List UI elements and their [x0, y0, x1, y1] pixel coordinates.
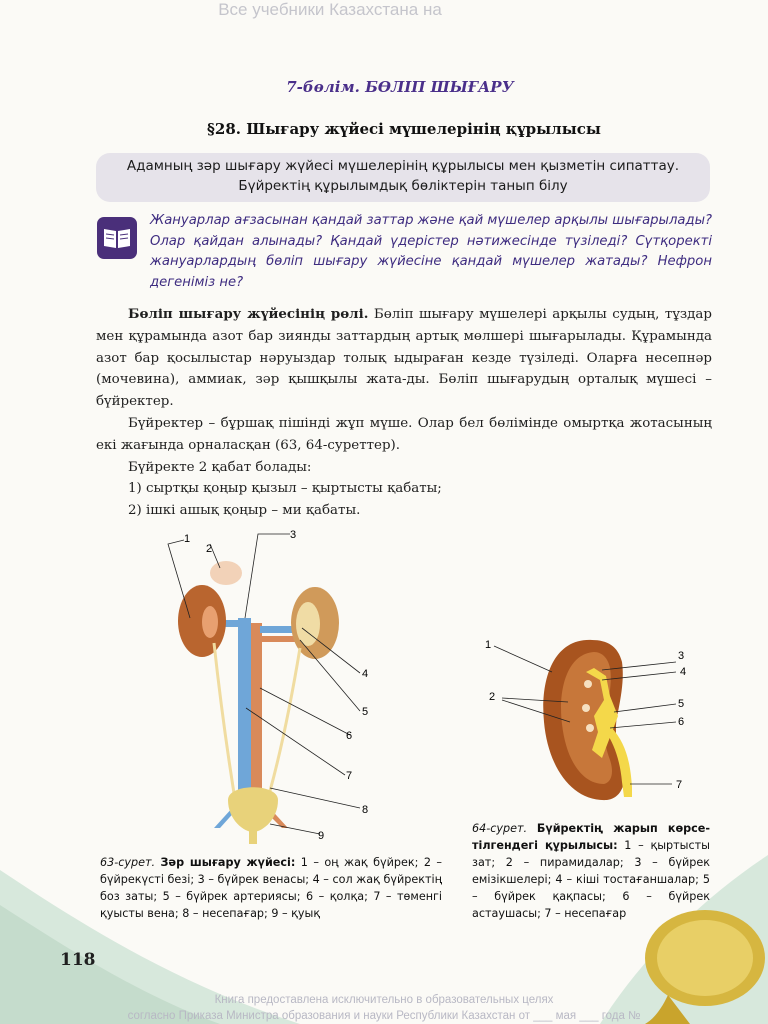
fig64-label: 1	[485, 639, 492, 651]
caption-figure-63: 63-сурет. Зәр шығару жүйесі: 1 – оң жақ бүйрек; 2 – бүйрекүсті безі; 3 – бүйрек венасы; 4 – сол жақ бүйректің боз заты; 5 – бүйрек артериясы; 6 – қолқа; 7 – төменгі қуысты вена; 8 – несепағар; 9 – қуық	[100, 856, 442, 920]
fig64-label: 2	[489, 691, 496, 703]
watermark-top: Все учебники Казахстана на	[218, 0, 442, 19]
book-icon	[97, 217, 137, 259]
objective-line: Адамның зәр шығару жүйесі мүшелерінің құрылысы мен қызметін сипаттау.	[126, 158, 680, 174]
fig63-label: 4	[362, 668, 369, 680]
section-title: 7-бөлім. БӨЛІП ШЫҒАРУ	[286, 78, 514, 96]
role-heading: Бөліп шығару жүйесінің рөлі.	[128, 306, 369, 322]
body-text	[96, 304, 712, 522]
paragraph-title: §28. Шығару жүйесі мүшелерінің құрылысы	[207, 120, 601, 138]
fig64-label: 3	[678, 650, 685, 662]
fig63-label: 2	[206, 543, 213, 555]
figure-64-kidney-section	[482, 632, 712, 812]
objective-line: Бүйректің құрылымдық бөліктерін танып білу	[238, 178, 568, 194]
fig64-label: 7	[676, 779, 683, 791]
fig63-label: 9	[318, 830, 325, 842]
questions-text: Жануарлар ағзасынан қандай заттар және қай мүшелер арқылы шығарылады? Олар қайдан алынады? Қандай үдерістер нәтижесінде түзіледі? Сүтқоректі жануарлардың бөліп шығару жүйесіне қандай мүшелер жатады? Нефрон дегеніміз не?	[150, 213, 713, 290]
objectives-box	[96, 153, 710, 202]
fig64-label: 5	[678, 698, 685, 710]
list-item: 2) ішкі ашық қоңыр – ми қабаты.	[128, 503, 361, 519]
fig63-label: 5	[362, 706, 369, 718]
fig64-label: 6	[678, 716, 685, 728]
paragraph-role: Бөліп шығару жүйесінің рөлі. Бөліп шығару мүшелері арқылы судың, тұздар мен құрамында азот бар зиянды заттардың артық мөлшері шығарылады. Құрамында азот бар қосылыстар нәруыздар толық ыдыраған кезде түзіледі. Оларға несепнәр (мочевина), аммиак, зәр қышқылы жата-ды. Бөліп шығарудың орталық мүшесі – бүйректер.	[96, 306, 712, 410]
fig63-label: 3	[290, 529, 297, 541]
watermark-bottom: Книга предоставлена исключительно в образовательных целях согласно Приказа Министра образования и науки Республики Казахстан от ___ мая ___ года №	[127, 994, 641, 1022]
fig63-label: 8	[362, 804, 369, 816]
list-item: 1) сыртқы қоңыр қызыл – қыртысты қабаты;	[128, 481, 442, 497]
paragraph-layers: Бүйректе 2 қабат болады:	[128, 459, 312, 475]
caption-figure-64: 64-сурет. Бүйректің жарып көрсе-тілгендегі құрылысы: 1 – қыртысты зат; 2 – пирамидалар; 3 – бүйрек емізікшелері; 4 – кіші тостағаншалар; 5 – бүйрек қақпасы; 6 – бүйрек астаушасы; 7 – несепағар	[472, 822, 710, 920]
fig63-label: 6	[346, 730, 353, 742]
figure-63-urinary-system	[150, 528, 380, 848]
fig63-label: 1	[184, 533, 191, 545]
fig64-label: 4	[680, 666, 687, 678]
page-number: 118	[60, 950, 96, 970]
paragraph-kidneys: Бүйректер – бұршақ пішінді жұп мүше. Олар бел бөлімінде омыртқа жотасының екі жағында орналасқан (63, 64-суреттер).	[96, 415, 712, 453]
fig63-label: 7	[346, 770, 353, 782]
